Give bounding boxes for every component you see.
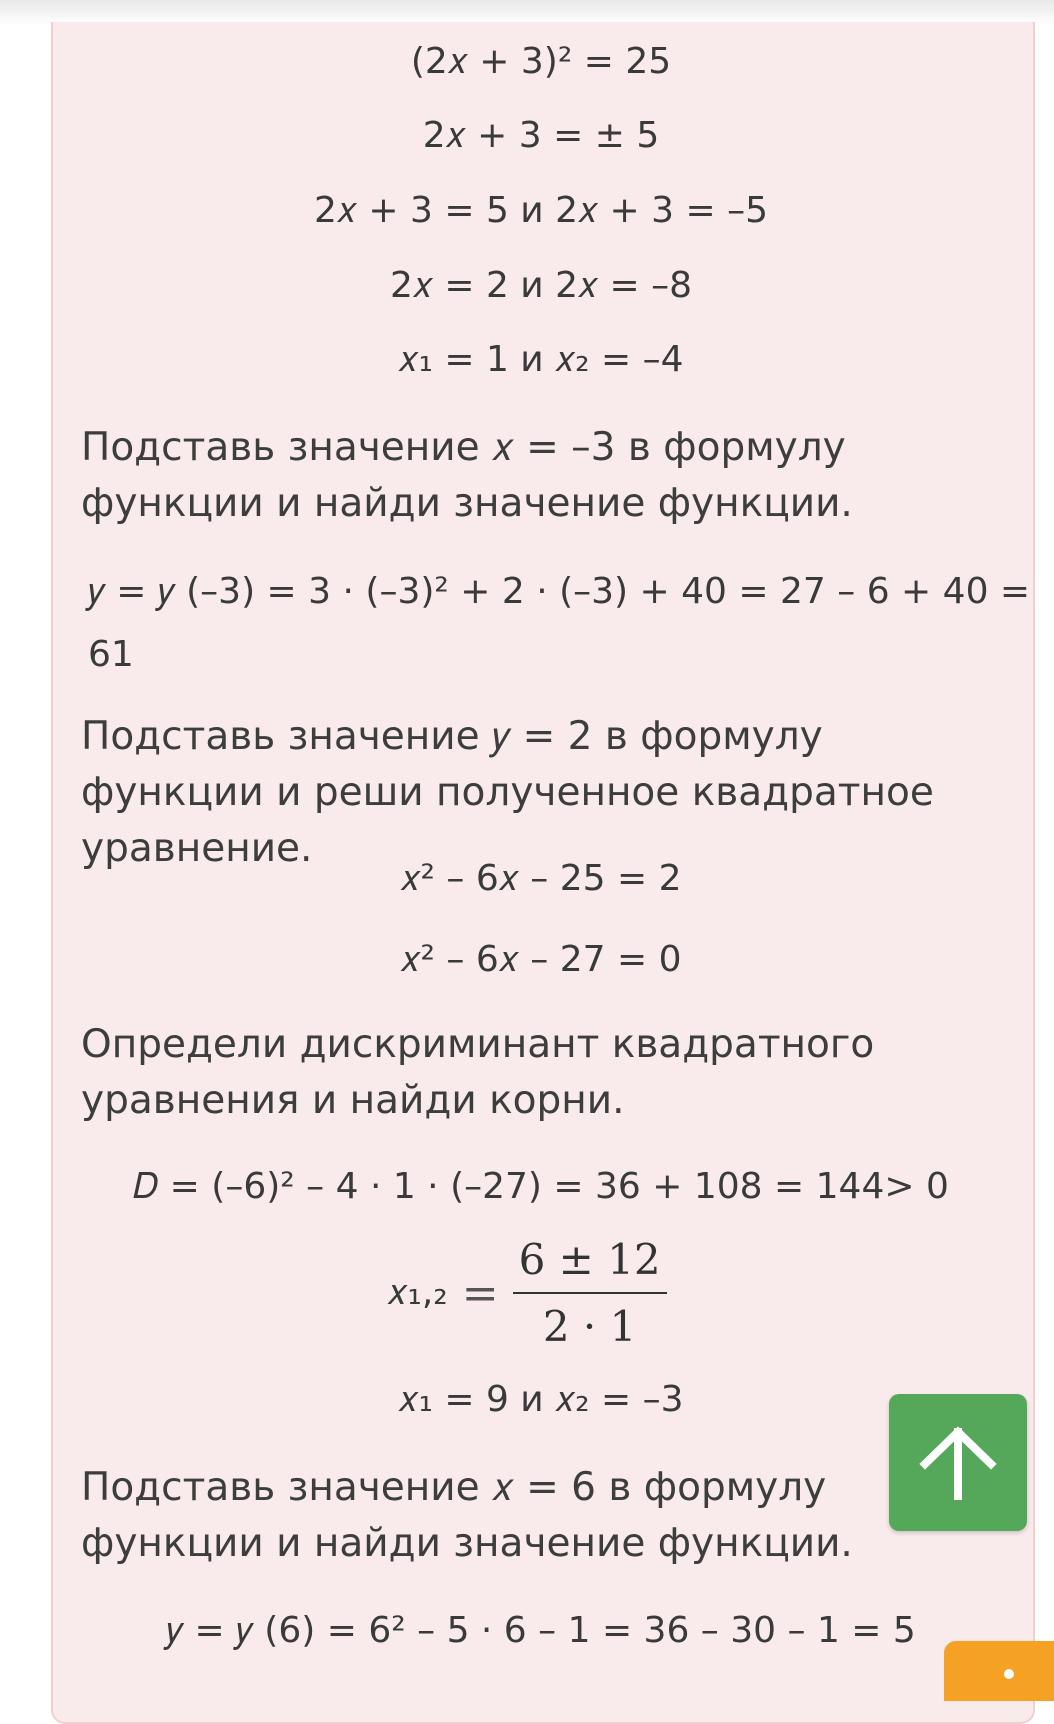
fraction (513, 1235, 667, 1351)
equation-line: 2𝑥 + 3 = ± 5 (422, 115, 660, 156)
dot-icon (1004, 1669, 1014, 1679)
corner-action-button[interactable] (944, 1641, 1054, 1701)
equation-line: 𝑥₁ = 1 и 𝑥₂ = –4 (398, 339, 684, 380)
step-instruction: Подставь значение 𝑦 = 2 в формулу функции и реши полученное квадратное уравнение. (81, 714, 934, 871)
math-line: 𝑦 = 𝑦 (–3) = 3 · (–3)² + 2 · (–3) + 40 = 27 – 6 + 40 = (88, 571, 1031, 612)
step-instruction: Определи дискриминант квадратного уравнения и найди корни. (81, 1022, 875, 1123)
formula-equals: = (461, 1267, 499, 1319)
equation-line: 2𝑥 = 2 и 2𝑥 = –8 (389, 265, 693, 306)
discriminant-line: 𝐷 = (–6)² – 4 · 1 · (–27) = 36 + 108 = 144> 0 (133, 1166, 949, 1207)
equation-line: 2𝑥 + 3 = 5 и 2𝑥 + 3 = –5 (313, 190, 769, 231)
equation-line: 𝑥₁ = 9 и 𝑥₂ = –3 (398, 1379, 684, 1420)
arrow-up-icon (915, 1426, 1001, 1500)
step-instruction: Подставь значение 𝑥 = –3 в формулу функции и найди значение функции. (81, 425, 853, 526)
math-line: 61 (88, 634, 134, 675)
math-line: 𝑦 = 𝑦 (6) = 6² – 5 · 6 – 1 = 36 – 30 – 1 = 5 (166, 1610, 916, 1651)
equation-line: 𝑥² – 6𝑥 – 25 = 2 (400, 858, 682, 899)
scroll-up-button[interactable] (889, 1394, 1027, 1531)
equation-line: 𝑥² – 6𝑥 – 27 = 0 (400, 939, 682, 980)
fraction-numerator: 6 ± 12 (513, 1235, 667, 1294)
roots-formula (0, 1235, 1054, 1351)
fraction-denominator: 2 · 1 (542, 1302, 637, 1351)
step-instruction: Подставь значение 𝑥 = 6 в формулу функции и найди значение функции. (81, 1465, 853, 1566)
equation-line: (2𝑥 + 3)² = 25 (410, 41, 672, 82)
formula-lhs: 𝑥₁,₂ (387, 1272, 448, 1313)
